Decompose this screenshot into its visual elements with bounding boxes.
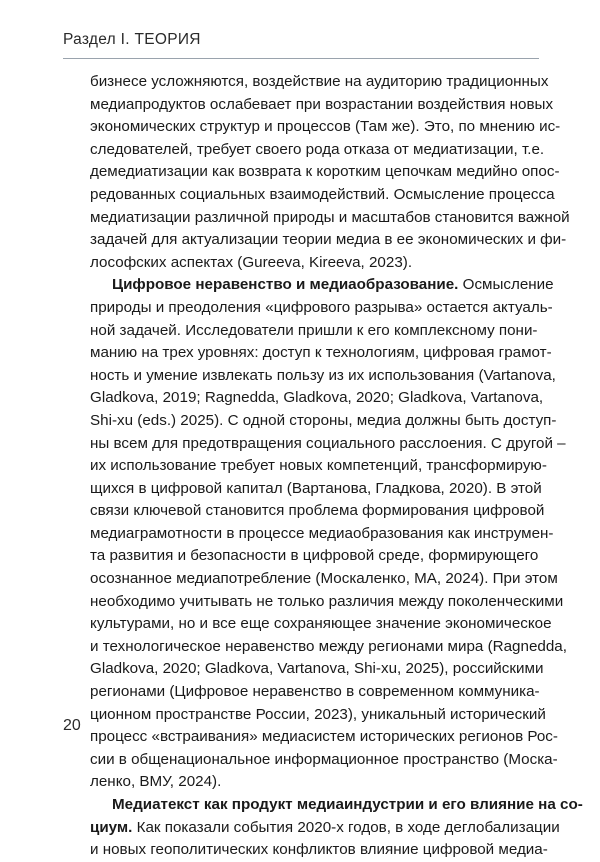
text-line: Gladkova, 2020; Gladkova, Vartanova, Shi-xu, 2025), российскими bbox=[90, 660, 544, 678]
text-line: ленко, ВМУ, 2024). bbox=[90, 773, 222, 791]
text-line: сии в общенациональное информационное пространство (Моска- bbox=[90, 750, 558, 768]
text-line: медиаграмотности в процессе медиаобразования как инструмен- bbox=[90, 524, 554, 542]
running-head: Раздел I. ТЕОРИЯ bbox=[63, 31, 201, 48]
text-line: и технологическое неравенство между регионами мира (Ragnedda, bbox=[90, 637, 567, 655]
text-line: Shi-xu (eds.) 2025). С одной стороны, медиа должны быть доступ- bbox=[90, 411, 557, 429]
text-line: щихся в цифровой капитал (Вартанова, Гладкова, 2020). В этой bbox=[90, 479, 542, 497]
text-line: медиапродуктов ослабевает при возрастании воздействия новых bbox=[90, 95, 554, 113]
text-line: демедиатизации как возврата к коротким цепочкам медийно опос- bbox=[90, 163, 560, 181]
text-line: необходимо учитывать не только различия между поколенческими bbox=[90, 592, 564, 610]
text-line: ционном пространстве России, 2023), уникальный исторический bbox=[90, 705, 546, 723]
section-heading: Медиатекст как продукт медиаиндустрии и его влияние на со- bbox=[112, 796, 583, 813]
text-line: Gladkova, 2019; Ragnedda, Gladkova, 2020; Gladkova, Vartanova, bbox=[90, 389, 544, 407]
paragraph-2 bbox=[90, 274, 567, 794]
text-line: экономических структур и процессов (Там же). Это, по мнению ис- bbox=[90, 118, 561, 136]
text-line: медиатизации различной природы и масштабов становится важной bbox=[90, 208, 570, 226]
text-line bbox=[90, 817, 560, 840]
text-line: процесс «встраивания» медиасистем исторических регионов Рос- bbox=[90, 728, 558, 746]
section-heading-end: циум. bbox=[90, 818, 133, 836]
heading-continuation: Как показали события 2020-х годов, в ходе деглобализации bbox=[132, 818, 560, 836]
text-line: связи ключевой становится проблема формирования цифровой bbox=[90, 502, 545, 520]
text-line: их использование требует новых компетенций, трансформирую- bbox=[90, 457, 547, 475]
heading-continuation: Осмысление bbox=[458, 276, 554, 294]
text-line: ной задачей. Исследователи пришли к его комплексному пони- bbox=[90, 321, 538, 339]
text-line: задачей для актуализации теории медиа в ее экономических и фи- bbox=[90, 231, 567, 249]
text-line: редованных социальных взаимодействий. Осмысление процесса bbox=[90, 185, 555, 203]
text-line: бизнесе усложняются, воздействие на аудиторию традиционных bbox=[90, 73, 549, 90]
section-heading: Цифровое неравенство и медиаобразование. bbox=[112, 276, 459, 294]
page-number: 20 bbox=[63, 717, 81, 734]
text-line bbox=[90, 274, 554, 297]
header-rule bbox=[63, 58, 539, 59]
body-text bbox=[90, 71, 583, 862]
text-line: ность и умение извлекать пользу из их использования (Vartanova, bbox=[90, 366, 556, 384]
text-line: природы и преодоления «цифрового разрыва» остается актуаль- bbox=[90, 298, 553, 316]
paragraph-1 bbox=[90, 71, 570, 274]
text-line: лософских аспектах (Gureeva, Kireeva, 2023). bbox=[90, 253, 413, 271]
paragraph-3 bbox=[90, 794, 583, 862]
text-line: ны всем для предотвращения социального расслоения. С другой – bbox=[90, 434, 566, 452]
text-line: и новых геополитических конфликтов влияние цифровой медиа- bbox=[90, 841, 548, 859]
text-line: регионами (Цифровое неравенство в современном коммуника- bbox=[90, 683, 540, 701]
text-line: следователей, требует своего рода отказа от медиатизации, т.е. bbox=[90, 140, 545, 158]
text-line: культурами, но и все еще сохраняющее значение экономическое bbox=[90, 615, 552, 633]
text-line: манию на трех уровнях: доступ к технологиям, цифровая грамот- bbox=[90, 344, 552, 362]
text-line: та развития и безопасности в цифровой среде, формирующего bbox=[90, 547, 539, 565]
text-line: осознанное медиапотребление (Москаленко, МА, 2024). При этом bbox=[90, 570, 558, 588]
